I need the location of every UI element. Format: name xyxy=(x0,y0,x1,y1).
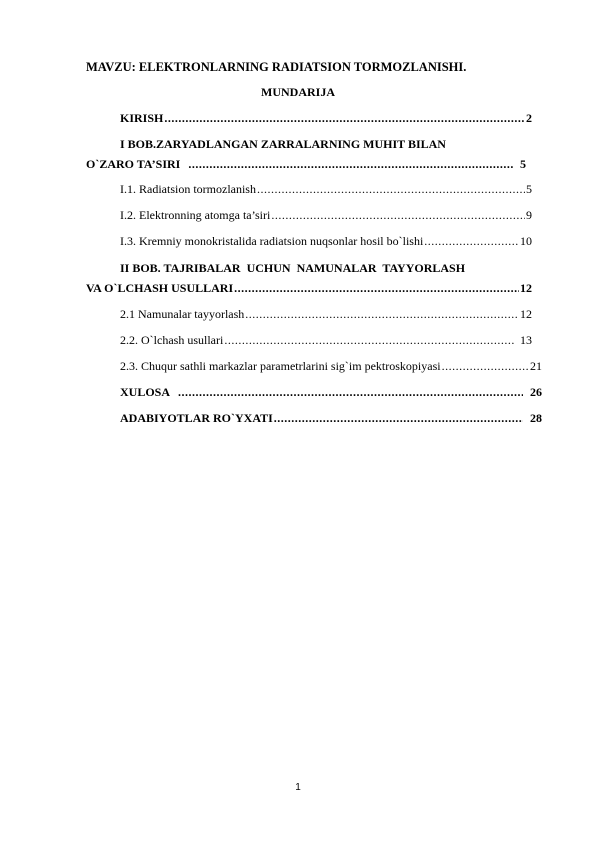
toc-entry-s21[interactable] xyxy=(86,307,532,321)
toc-leader-dots xyxy=(224,333,515,347)
toc-leader-dots xyxy=(178,385,523,399)
toc-leader-dots xyxy=(245,307,519,321)
toc-entry-page: 12 xyxy=(520,307,532,321)
toc-entry-text: I.3. Kremniy monokristalida radiatsion nuqsonlar hosil bo`lishi xyxy=(120,234,424,248)
toc-entry-bob1-line2[interactable] xyxy=(86,157,526,171)
toc-entry-text: 2.1 Namunalar tayyorlash xyxy=(120,307,245,321)
toc-entry-s13[interactable] xyxy=(86,234,532,248)
toc-entry-page: 28 xyxy=(530,411,542,425)
toc-entry-text: KIRISH xyxy=(120,111,164,125)
toc-leader-dots xyxy=(271,208,525,222)
toc-entry-text: II BOB. TAJRIBALAR UCHUN NAMUNALAR TAYYORLASH xyxy=(120,261,466,275)
toc-entry-page: 10 xyxy=(520,234,532,248)
toc-entry-text: O`ZARO TA’SIRI xyxy=(86,157,181,171)
toc-entry-bob2-line2[interactable] xyxy=(86,281,532,295)
toc-leader-dots xyxy=(274,411,523,425)
toc-entry-page: 2 xyxy=(526,111,532,125)
toc-entry-page: 5 xyxy=(526,182,532,196)
toc-leader-dots xyxy=(442,359,529,373)
toc-entry-xulosa[interactable] xyxy=(86,385,542,399)
toc-entry-text: I.1. Radiatsion tormozlanish xyxy=(120,182,256,196)
toc-entry-s22[interactable] xyxy=(86,333,532,347)
toc-entry-text: ADABIYOTLAR RO`YXATI xyxy=(120,411,273,425)
toc-entry-kirish[interactable] xyxy=(86,111,532,125)
toc-leader-dots xyxy=(424,234,519,248)
toc-entry-bob2-line1[interactable] xyxy=(86,261,532,275)
toc-leader-dots xyxy=(257,182,525,196)
toc-entry-bob1-line1[interactable] xyxy=(86,137,532,151)
toc-entry-text: 2.3. Chuqur sathli markazlar parametrlarini sig`im pektroskopiyasi xyxy=(120,359,441,373)
toc-entry-adabiyotlar[interactable] xyxy=(86,411,542,425)
toc-entry-page: 5 xyxy=(520,157,526,171)
toc-entry-page: 12 xyxy=(520,281,532,295)
toc-entry-page: 21 xyxy=(530,359,542,373)
toc-leader-dots xyxy=(188,157,513,171)
toc-entry-text: I BOB.ZARYADLANGAN ZARRALARNING MUHIT BILAN xyxy=(120,137,446,151)
toc-entry-text: 2.2. O`lchash usullari xyxy=(120,333,224,347)
toc-entry-text: XULOSA xyxy=(120,385,171,399)
toc-entry-s23[interactable] xyxy=(86,359,542,373)
toc-entry-page: 13 xyxy=(520,333,532,347)
toc-leader-dots xyxy=(234,281,519,295)
toc-entry-page: 26 xyxy=(530,385,542,399)
toc-entry-text: I.2. Elektronning atomga ta’siri xyxy=(120,208,271,222)
document-topic: MAVZU: ELEKTRONLARNING RADIATSION TORMOZLANISHI. xyxy=(86,60,467,74)
toc-entry-s11[interactable] xyxy=(86,182,532,196)
toc-entry-text: VA O`LCHASH USULLARI xyxy=(86,281,234,295)
toc-leader-dots xyxy=(164,111,525,125)
toc-entry-s12[interactable] xyxy=(86,208,532,222)
toc-entry-page: 9 xyxy=(526,208,532,222)
page-number: 1 xyxy=(295,782,301,793)
toc-title: MUNDARIJA xyxy=(261,85,335,99)
